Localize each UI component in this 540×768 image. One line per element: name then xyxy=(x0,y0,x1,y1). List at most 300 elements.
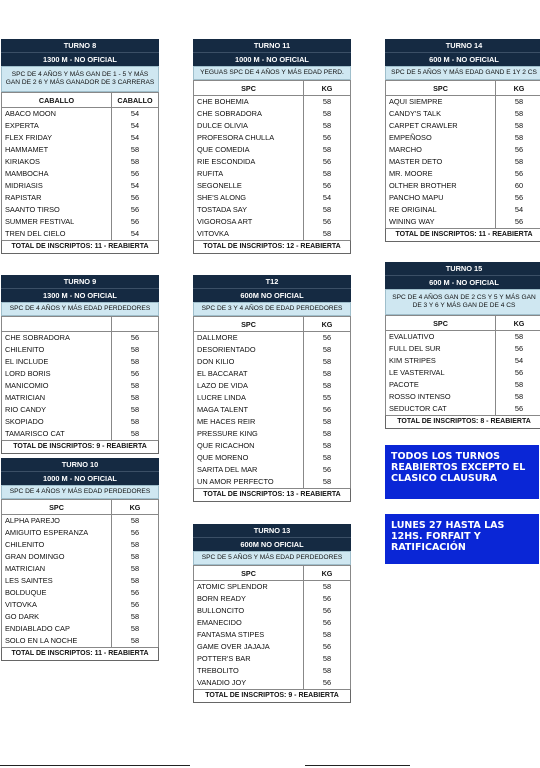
horse-name: VANADIO JOY xyxy=(194,677,304,689)
table-row xyxy=(2,344,159,356)
horse-weight: 58 xyxy=(304,228,351,240)
horse-name: CHE SOBRADORA xyxy=(2,332,112,345)
table-header-row xyxy=(2,93,159,108)
column-header-weight: KG xyxy=(112,500,159,515)
table-row xyxy=(194,120,351,132)
turno-conditions: SPC DE 4 AÑOS Y MÁS GAN DE 1 - 5 Y MÁS GAN DE 2 6 Y MÁS GANADOR DE 3 CARRERAS xyxy=(1,66,159,92)
table-row xyxy=(194,416,351,428)
total-entries: TOTAL DE INSCRIPTOS: 11 - REABIERTA xyxy=(1,240,159,254)
table-row xyxy=(194,617,351,629)
turno-name: TURNO 11 xyxy=(253,41,291,50)
horse-weight: 56 xyxy=(112,192,159,204)
horse-weight: 56 xyxy=(112,368,159,380)
entries-table xyxy=(1,499,159,647)
horse-weight: 58 xyxy=(112,404,159,416)
horse-name: CARPET CRAWLER xyxy=(386,120,496,132)
horse-name: BORN READY xyxy=(194,593,304,605)
horse-weight: 58 xyxy=(112,392,159,404)
horse-name: SAANTO TIRSO xyxy=(2,204,112,216)
notice-deadline: LUNES 27 HASTA LAS 12HS. FORFAIT Y RATIFICACIÓN xyxy=(385,514,539,564)
horse-name: VIGOROSA ART xyxy=(194,216,304,228)
horse-name: HAMMAMET xyxy=(2,144,112,156)
entries-table xyxy=(193,565,351,689)
horse-name: BOLDUQUE xyxy=(2,587,112,599)
total-entries: TOTAL DE INSCRIPTOS: 8 - REABIERTA xyxy=(385,415,540,429)
column-header-weight: KG xyxy=(496,81,540,96)
horse-name: OLTHER BROTHER xyxy=(386,180,496,192)
turno-15-block xyxy=(385,262,540,429)
horse-weight: 60 xyxy=(496,180,540,192)
horse-name: GO DARK xyxy=(2,611,112,623)
table-row xyxy=(194,653,351,665)
entries-table xyxy=(1,316,159,440)
table-row xyxy=(386,343,540,355)
table-row xyxy=(194,440,351,452)
column-header-weight xyxy=(112,317,159,332)
table-row xyxy=(2,228,159,240)
horse-name: PACOTE xyxy=(386,379,496,391)
horse-weight: 58 xyxy=(304,380,351,392)
horse-weight: 56 xyxy=(496,168,540,180)
horse-weight: 56 xyxy=(304,593,351,605)
horse-name: SEGONELLE xyxy=(194,180,304,192)
horse-name: FLEX FRIDAY xyxy=(2,132,112,144)
table-row xyxy=(194,581,351,594)
horse-weight: 56 xyxy=(112,527,159,539)
entries-table xyxy=(1,92,159,240)
turno-conditions: SPC DE 5 AÑOS Y MÁS EDAD PERDEDORES xyxy=(193,551,351,565)
table-row xyxy=(194,665,351,677)
table-row xyxy=(2,144,159,156)
horse-weight: 54 xyxy=(112,180,159,192)
horse-name: ROSSO INTENSO xyxy=(386,391,496,403)
horse-name: EL BACCARAT xyxy=(194,368,304,380)
horse-weight: 58 xyxy=(112,623,159,635)
table-row xyxy=(194,677,351,689)
turno-distance: 1300 M - NO OFICIAL xyxy=(1,288,159,302)
table-row xyxy=(194,228,351,240)
horse-name: MAGA TALENT xyxy=(194,404,304,416)
column-header-horse xyxy=(2,317,112,332)
horse-weight: 56 xyxy=(496,367,540,379)
turno-distance: 1000 M - NO OFICIAL xyxy=(1,471,159,485)
horse-name: TOSTADA SAY xyxy=(194,204,304,216)
horse-name: VITOVKA xyxy=(2,599,112,611)
turno-conditions: SPC DE 4 AÑOS Y MÁS EDAD PERDEDORES xyxy=(1,302,159,316)
turno-header xyxy=(1,39,159,66)
turno-header xyxy=(193,524,351,551)
horse-weight: 56 xyxy=(496,192,540,204)
horse-weight: 58 xyxy=(112,635,159,647)
table-row xyxy=(2,563,159,575)
table-header-row xyxy=(194,317,351,332)
table-row xyxy=(194,356,351,368)
turno-distance: 1000 M - NO OFICIAL xyxy=(193,52,351,66)
table-row xyxy=(194,180,351,192)
table-row xyxy=(194,641,351,653)
horse-weight: 58 xyxy=(304,476,351,488)
horse-weight: 56 xyxy=(304,132,351,144)
total-entries: TOTAL DE INSCRIPTOS: 13 - REABIERTA xyxy=(193,488,351,502)
entries-table xyxy=(385,80,540,228)
table-row xyxy=(2,404,159,416)
table-row xyxy=(2,428,159,440)
column-header-weight: KG xyxy=(304,81,351,96)
horse-name: RAPISTAR xyxy=(2,192,112,204)
horse-name: SEDUCTOR CAT xyxy=(386,403,496,415)
horse-name: GAME OVER JAJAJA xyxy=(194,641,304,653)
horse-name: DESORIENTADO xyxy=(194,344,304,356)
turno-distance: 600M NO OFICIAL xyxy=(193,288,351,302)
table-row xyxy=(386,216,540,228)
table-row xyxy=(194,392,351,404)
table-row xyxy=(386,180,540,192)
horse-weight: 56 xyxy=(112,204,159,216)
horse-name: MASTER DETO xyxy=(386,156,496,168)
table-row xyxy=(386,144,540,156)
horse-name: GRAN DOMINGO xyxy=(2,551,112,563)
horse-name: EVALUATIVO xyxy=(386,331,496,344)
column-header-horse: SPC xyxy=(194,317,304,332)
turno-conditions: SPC DE 4 AÑOS GAN DE 2 CS Y 5 Y MÁS GAN DE 3 Y 6 Y MÁS GAN DE DE 4 CS xyxy=(385,289,540,315)
horse-weight: 58 xyxy=(304,356,351,368)
horse-weight: 58 xyxy=(112,539,159,551)
turno-distance: 600 M - NO OFICIAL xyxy=(385,275,540,289)
table-row xyxy=(386,168,540,180)
column-header-weight: KG xyxy=(496,316,540,331)
total-entries: TOTAL DE INSCRIPTOS: 9 - REABIERTA xyxy=(193,689,351,703)
turno-12-block xyxy=(193,275,351,502)
bottom-rule-left xyxy=(0,765,190,766)
table-row xyxy=(2,527,159,539)
horse-weight: 58 xyxy=(112,563,159,575)
horse-weight: 58 xyxy=(304,581,351,594)
column-header-weight: CABALLO xyxy=(112,93,159,108)
turno-header xyxy=(1,275,159,302)
horse-weight: 56 xyxy=(112,216,159,228)
table-row xyxy=(2,599,159,611)
horse-weight: 58 xyxy=(304,452,351,464)
table-row xyxy=(194,216,351,228)
turno-header xyxy=(385,39,540,66)
horse-weight: 58 xyxy=(112,428,159,440)
table-row xyxy=(386,379,540,391)
horse-weight: 54 xyxy=(304,192,351,204)
horse-weight: 54 xyxy=(112,108,159,121)
horse-weight: 58 xyxy=(112,515,159,528)
table-row xyxy=(2,216,159,228)
column-header-weight: KG xyxy=(304,317,351,332)
turno-name: TURNO 8 xyxy=(63,41,97,50)
horse-weight: 58 xyxy=(496,132,540,144)
table-row xyxy=(194,368,351,380)
horse-weight: 56 xyxy=(304,404,351,416)
horse-weight: 58 xyxy=(304,144,351,156)
horse-weight: 58 xyxy=(112,144,159,156)
horse-weight: 58 xyxy=(304,96,351,109)
horse-weight: 56 xyxy=(496,144,540,156)
horse-name: LUCRE LINDA xyxy=(194,392,304,404)
table-row xyxy=(386,204,540,216)
column-header-weight: KG xyxy=(304,566,351,581)
horse-name: VITOVKA xyxy=(194,228,304,240)
horse-name: QUE RICACHON xyxy=(194,440,304,452)
horse-name: UN AMOR PERFECTO xyxy=(194,476,304,488)
table-row xyxy=(386,403,540,415)
horse-weight: 58 xyxy=(304,440,351,452)
table-row xyxy=(2,611,159,623)
horse-name: MAMBOCHA xyxy=(2,168,112,180)
turno-name: TURNO 15 xyxy=(445,264,483,273)
table-header-row xyxy=(194,566,351,581)
horse-weight: 58 xyxy=(496,379,540,391)
table-row xyxy=(2,380,159,392)
horse-weight: 54 xyxy=(496,355,540,367)
horse-weight: 58 xyxy=(112,380,159,392)
table-row xyxy=(386,367,540,379)
table-row xyxy=(194,156,351,168)
horse-name: EL INCLUDE xyxy=(2,356,112,368)
horse-weight: 58 xyxy=(304,168,351,180)
turno-name: TURNO 14 xyxy=(445,41,483,50)
table-row xyxy=(194,108,351,120)
turno-header xyxy=(385,262,540,289)
column-header-horse: SPC xyxy=(386,316,496,331)
table-row xyxy=(194,144,351,156)
horse-name: CHE SOBRADORA xyxy=(194,108,304,120)
table-row xyxy=(194,192,351,204)
horse-name: TREBOLITO xyxy=(194,665,304,677)
horse-weight: 58 xyxy=(304,344,351,356)
table-row xyxy=(194,204,351,216)
horse-weight: 58 xyxy=(304,368,351,380)
turno-conditions: SPC DE 3 Y 4 AÑOS DE EDAD PERDEDORES xyxy=(193,302,351,316)
turno-13-block xyxy=(193,524,351,703)
horse-name: LES SAINTES xyxy=(2,575,112,587)
horse-name: TREN DEL CIELO xyxy=(2,228,112,240)
turno-name: TURNO 10 xyxy=(61,460,99,469)
horse-name: SUMMER FESTIVAL xyxy=(2,216,112,228)
horse-name: EXPERTA xyxy=(2,120,112,132)
table-row xyxy=(2,416,159,428)
table-row xyxy=(194,332,351,345)
horse-name: BULLONCITO xyxy=(194,605,304,617)
horse-weight: 56 xyxy=(304,216,351,228)
horse-name: ATOMIC SPLENDOR xyxy=(194,581,304,594)
entries-table xyxy=(193,80,351,240)
table-row xyxy=(2,108,159,121)
bottom-rule-right xyxy=(305,765,410,766)
horse-name: PANCHO MAPU xyxy=(386,192,496,204)
horse-name: RE ORIGINAL xyxy=(386,204,496,216)
horse-name: RIO CANDY xyxy=(2,404,112,416)
table-row xyxy=(194,428,351,440)
horse-weight: 56 xyxy=(304,156,351,168)
entries-table xyxy=(385,315,540,415)
table-row xyxy=(386,156,540,168)
horse-name: WINING WAY xyxy=(386,216,496,228)
turno-name: TURNO 13 xyxy=(253,526,291,535)
horse-weight: 54 xyxy=(112,228,159,240)
horse-weight: 56 xyxy=(112,599,159,611)
horse-name: QUE MORENO xyxy=(194,452,304,464)
table-row xyxy=(386,355,540,367)
horse-name: ME HACES REIR xyxy=(194,416,304,428)
horse-name: DON KILIO xyxy=(194,356,304,368)
notice-reopened: TODOS LOS TURNOS REABIERTOS EXCEPTO EL CLASICO CLAUSURA xyxy=(385,445,539,499)
table-row xyxy=(194,593,351,605)
table-row xyxy=(2,539,159,551)
column-header-horse: SPC xyxy=(194,81,304,96)
horse-name: RUFITA xyxy=(194,168,304,180)
horse-weight: 58 xyxy=(304,416,351,428)
horse-name: MR. MOORE xyxy=(386,168,496,180)
horse-name: DALLMORE xyxy=(194,332,304,345)
table-row xyxy=(194,605,351,617)
table-header-row xyxy=(386,316,540,331)
horse-weight: 58 xyxy=(112,416,159,428)
table-row xyxy=(386,132,540,144)
horse-name: EMPEÑOSO xyxy=(386,132,496,144)
table-row xyxy=(194,96,351,109)
turno-conditions: SPC DE 5 AÑOS Y MÁS EDAD GAND E 1Y 2 CS xyxy=(385,66,540,80)
table-row xyxy=(2,368,159,380)
table-row xyxy=(194,629,351,641)
horse-name: ALPHA PAREJO xyxy=(2,515,112,528)
table-row xyxy=(2,192,159,204)
turno-header xyxy=(193,39,351,66)
table-row xyxy=(386,331,540,344)
horse-weight: 58 xyxy=(304,120,351,132)
turno-header xyxy=(1,458,159,485)
horse-name: CHILENITO xyxy=(2,539,112,551)
column-header-horse: CABALLO xyxy=(2,93,112,108)
horse-weight: 58 xyxy=(304,204,351,216)
horse-weight: 56 xyxy=(496,343,540,355)
entries-table xyxy=(193,316,351,488)
horse-name: KIRIAKOS xyxy=(2,156,112,168)
table-row xyxy=(2,515,159,528)
horse-name: FANTASMA STIPES xyxy=(194,629,304,641)
turno-conditions: YEGUAS SPC DE 4 AÑOS Y MÁS EDAD PERD. xyxy=(193,66,351,80)
horse-name: PRESSURE KING xyxy=(194,428,304,440)
table-header-row xyxy=(386,81,540,96)
horse-name: ABACO MOON xyxy=(2,108,112,121)
horse-name: ENDIABLADO CAP xyxy=(2,623,112,635)
horse-name: RIE ESCONDIDA xyxy=(194,156,304,168)
horse-weight: 58 xyxy=(496,96,540,109)
horse-weight: 58 xyxy=(496,331,540,344)
horse-weight: 54 xyxy=(112,132,159,144)
horse-weight: 58 xyxy=(112,156,159,168)
horse-weight: 56 xyxy=(496,216,540,228)
horse-name: MARCHO xyxy=(386,144,496,156)
table-row xyxy=(2,575,159,587)
horse-name: LE VASTERIVAL xyxy=(386,367,496,379)
horse-name: SARITA DEL MAR xyxy=(194,464,304,476)
table-row xyxy=(386,192,540,204)
horse-weight: 56 xyxy=(304,464,351,476)
table-row xyxy=(194,452,351,464)
horse-name: MATRICIAN xyxy=(2,392,112,404)
table-row xyxy=(2,551,159,563)
horse-weight: 56 xyxy=(112,332,159,345)
horse-weight: 58 xyxy=(496,108,540,120)
turno-conditions: SPC DE 4 AÑOS Y MÁS EDAD PERDEDORES xyxy=(1,485,159,499)
column-header-horse: SPC xyxy=(194,566,304,581)
turno-11-block xyxy=(193,39,351,254)
table-row xyxy=(386,391,540,403)
horse-name: SHE'S ALONG xyxy=(194,192,304,204)
table-row xyxy=(2,132,159,144)
table-row xyxy=(194,132,351,144)
table-row xyxy=(194,344,351,356)
turno-9-block xyxy=(1,275,159,454)
horse-weight: 58 xyxy=(304,665,351,677)
horse-weight: 56 xyxy=(304,677,351,689)
horse-name: CHE BOHEMIA xyxy=(194,96,304,109)
horse-weight: 54 xyxy=(112,120,159,132)
horse-weight: 58 xyxy=(304,428,351,440)
table-row xyxy=(386,96,540,109)
table-row xyxy=(194,464,351,476)
horse-weight: 58 xyxy=(304,629,351,641)
horse-name: MANICOMIO xyxy=(2,380,112,392)
horse-weight: 56 xyxy=(304,605,351,617)
horse-name: SOLO EN LA NOCHE xyxy=(2,635,112,647)
turno-distance: 600M NO OFICIAL xyxy=(193,537,351,551)
column-header-horse: SPC xyxy=(2,500,112,515)
horse-weight: 58 xyxy=(496,156,540,168)
total-entries: TOTAL DE INSCRIPTOS: 12 - REABIERTA xyxy=(193,240,351,254)
table-row xyxy=(2,635,159,647)
table-row xyxy=(2,392,159,404)
table-row xyxy=(2,156,159,168)
turno-distance: 600 M - NO OFICIAL xyxy=(385,52,540,66)
turno-header xyxy=(193,275,351,302)
column-header-horse: SPC xyxy=(386,81,496,96)
table-row xyxy=(194,404,351,416)
horse-weight: 56 xyxy=(304,641,351,653)
table-header-row xyxy=(2,500,159,515)
horse-name: KIM STRIPES xyxy=(386,355,496,367)
table-row xyxy=(2,623,159,635)
total-entries: TOTAL DE INSCRIPTOS: 11 - REABIERTA xyxy=(385,228,540,242)
horse-name: DULCE OLIVIA xyxy=(194,120,304,132)
table-row xyxy=(2,168,159,180)
table-row xyxy=(386,108,540,120)
total-entries: TOTAL DE INSCRIPTOS: 11 - REABIERTA xyxy=(1,647,159,661)
horse-name: SKOPIADO xyxy=(2,416,112,428)
table-row xyxy=(194,476,351,488)
table-row xyxy=(194,380,351,392)
horse-weight: 54 xyxy=(496,204,540,216)
horse-weight: 58 xyxy=(112,551,159,563)
horse-name: LAZO DE VIDA xyxy=(194,380,304,392)
total-entries: TOTAL DE INSCRIPTOS: 9 - REABIERTA xyxy=(1,440,159,454)
horse-name: AMIGUITO ESPERANZA xyxy=(2,527,112,539)
table-row xyxy=(194,168,351,180)
horse-name: CANDY'S TALK xyxy=(386,108,496,120)
horse-weight: 58 xyxy=(496,120,540,132)
horse-name: TAMARISCO CAT xyxy=(2,428,112,440)
table-row xyxy=(2,180,159,192)
horse-weight: 56 xyxy=(304,332,351,345)
horse-weight: 58 xyxy=(112,575,159,587)
table-row xyxy=(2,120,159,132)
horse-weight: 56 xyxy=(304,617,351,629)
horse-name: PROFESORA CHULLA xyxy=(194,132,304,144)
